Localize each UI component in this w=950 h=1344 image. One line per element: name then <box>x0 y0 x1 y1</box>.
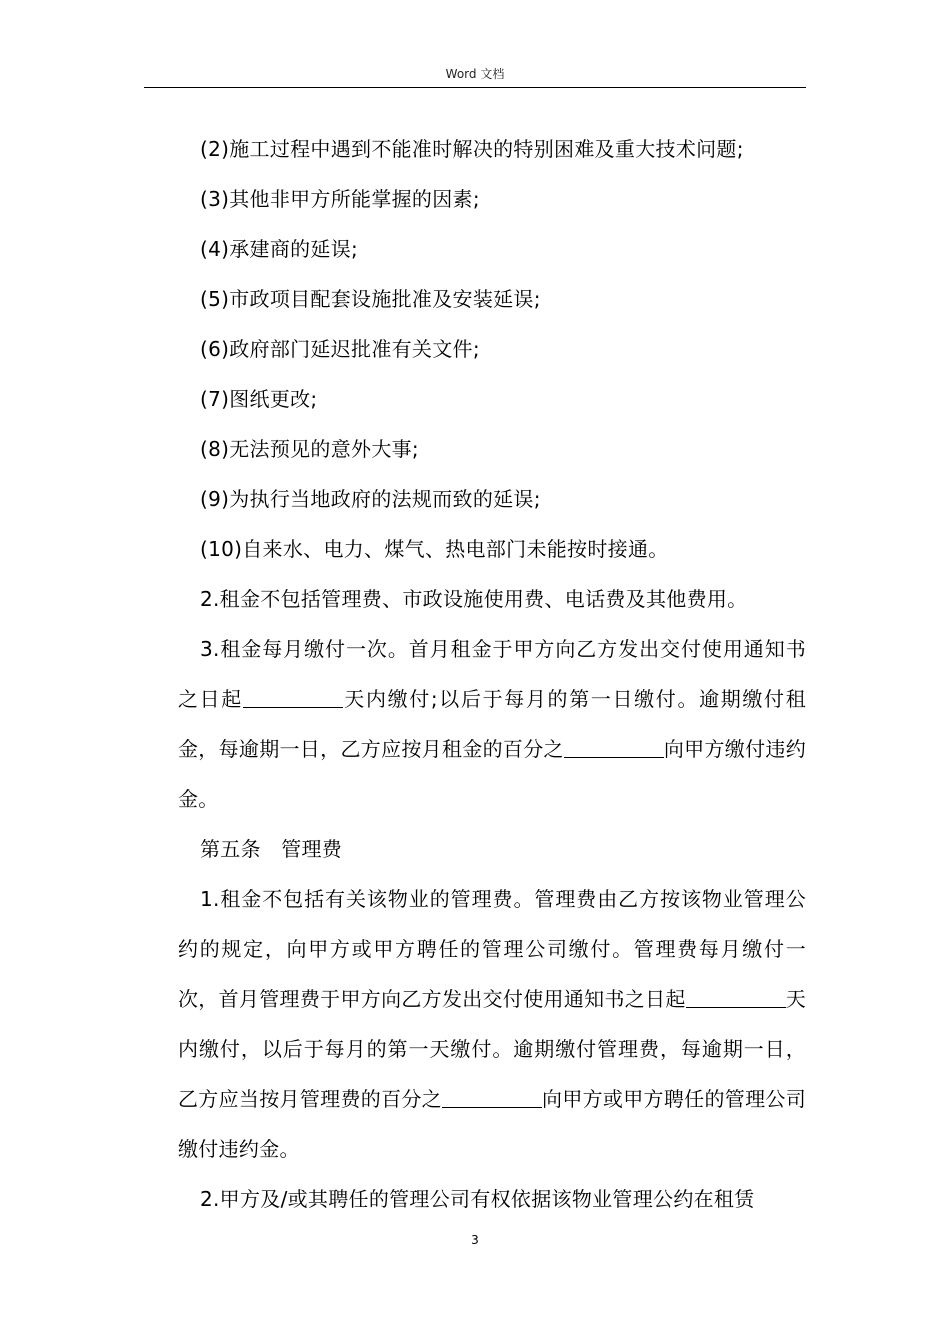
fill-in-blank <box>442 1089 542 1108</box>
clause-5-1-text-3: 向甲方或甲方聘任的管理公司缴付违约金。 <box>178 1087 806 1161</box>
fill-in-blank <box>686 989 786 1008</box>
page-number: 3 <box>471 1233 479 1247</box>
clause-5-1-paragraph <box>178 874 806 1174</box>
clause-5-2-paragraph: 2.甲方及/或其聘任的管理公司有权依据该物业管理公约在租赁 <box>200 1187 755 1211</box>
clause-3-text-3: 向甲方缴付违约金。 <box>178 737 806 811</box>
list-item: (7)图纸更改; <box>200 387 318 411</box>
list-item: (9)为执行当地政府的法规而致的延误; <box>200 487 541 511</box>
list-item: (8)无法预见的意外大事; <box>200 437 419 461</box>
list-item: (2)施工过程中遇到不能准时解决的特别困难及重大技术问题; <box>200 137 744 161</box>
list-item: (5)市政项目配套设施批准及安装延误; <box>200 287 541 311</box>
list-item: (3)其他非甲方所能掌握的因素; <box>200 187 480 211</box>
article-heading: 第五条 管理费 <box>200 837 343 861</box>
header-divider <box>144 87 806 88</box>
fill-in-blank <box>564 739 664 758</box>
document-body <box>178 124 806 1224</box>
clause-5-1-text-1: 1.租金不包括有关该物业的管理费。管理费由乙方按该物业管理公约的规定，向甲方或甲方聘任的管理公司缴付。管理费每月缴付一次，首月管理费于甲方向乙方发出交付使用通知书之日起 <box>178 887 806 1011</box>
list-item: (4)承建商的延误; <box>200 237 359 261</box>
clause-3-text-2: 天内缴付;以后于每月的第一日缴付。逾期缴付租金，每逾期一日，乙方应按月租金的百分之 <box>178 687 806 761</box>
clause-3-paragraph <box>178 624 806 824</box>
clause-5-1-text-2: 天内缴付，以后于每月的第一天缴付。逾期缴付管理费，每逾期一日，乙方应当按月管理费的百分之 <box>178 987 806 1111</box>
list-item: (6)政府部门延迟批准有关文件; <box>200 337 480 361</box>
clause-paragraph: 2.租金不包括管理费、市政设施使用费、电话费及其他费用。 <box>200 587 748 611</box>
page-header-title: Word 文档 <box>445 67 505 81</box>
clause-3-text-1: 3.租金每月缴付一次。首月租金于甲方向乙方发出交付使用通知书之日起 <box>178 637 806 711</box>
fill-in-blank <box>243 689 343 708</box>
list-item: (10)自来水、电力、煤气、热电部门未能按时接通。 <box>200 537 669 561</box>
